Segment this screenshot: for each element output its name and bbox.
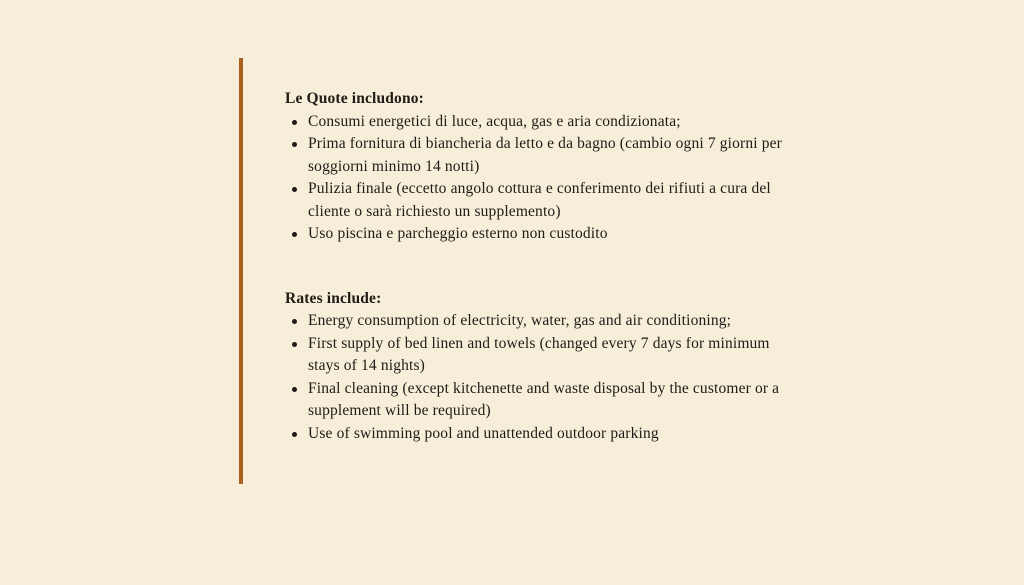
list-item: Consumi energetici di luce, acqua, gas e aria condizionata; bbox=[308, 111, 805, 134]
italian-rates-list bbox=[285, 111, 805, 246]
section-heading-english: Rates include: bbox=[285, 289, 382, 307]
list-item: Prima fornitura di biancheria da letto e da bagno (cambio ogni 7 giorni per soggiorni minimo 14 notti) bbox=[308, 133, 805, 178]
english-rates-section bbox=[285, 288, 805, 446]
list-item: Uso piscina e parcheggio esterno non custodito bbox=[308, 223, 805, 246]
english-rates-list bbox=[285, 310, 805, 445]
list-item: First supply of bed linen and towels (changed every 7 days for minimum stays of 14 nights) bbox=[308, 333, 805, 378]
list-item: Pulizia finale (eccetto angolo cottura e conferimento dei rifiuti a cura del cliente o sarà richiesto un supplemento) bbox=[308, 178, 805, 223]
section-heading-italian: Le Quote includono: bbox=[285, 90, 424, 107]
list-item: Final cleaning (except kitchenette and waste disposal by the customer or a supplement will be required) bbox=[308, 378, 805, 423]
rates-content bbox=[285, 88, 805, 445]
list-item: Energy consumption of electricity, water, gas and air conditioning; bbox=[308, 310, 805, 333]
list-item: Use of swimming pool and unattended outdoor parking bbox=[308, 423, 805, 446]
italian-rates-section bbox=[285, 88, 805, 246]
accent-bar bbox=[239, 58, 243, 484]
